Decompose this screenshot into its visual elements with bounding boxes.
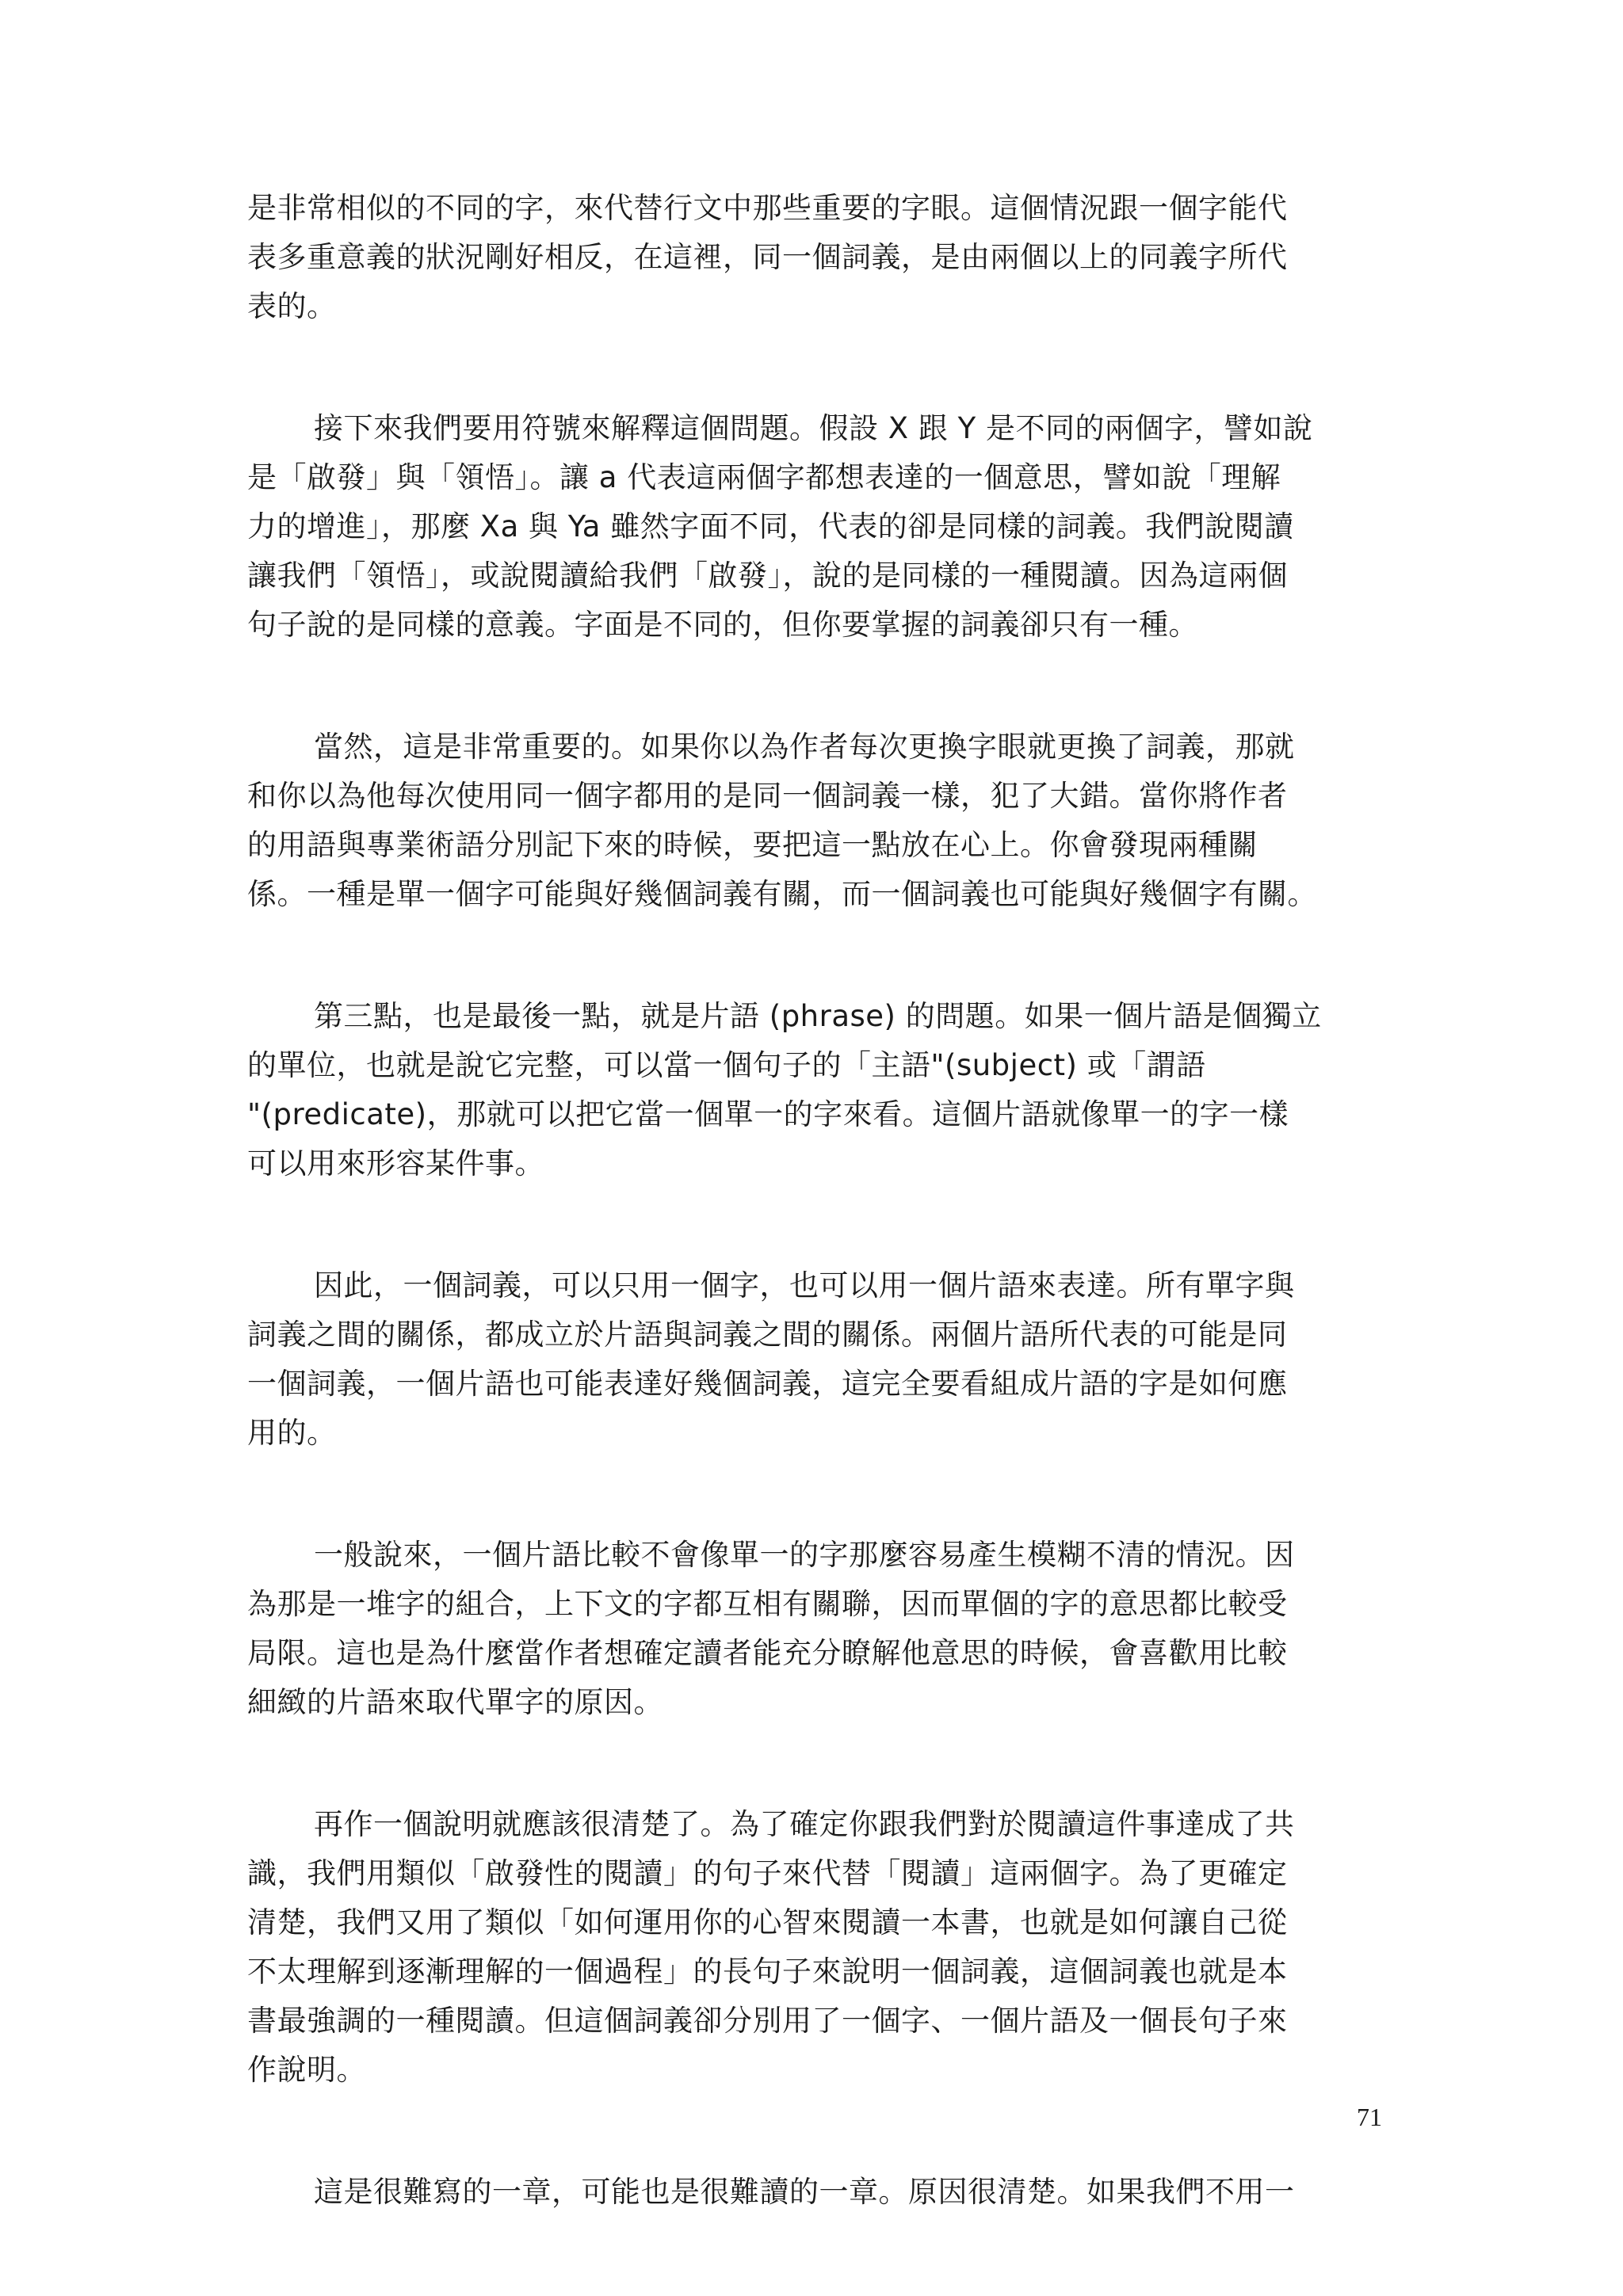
paragraph-line: 表多重意義的狀況剛好相反，在這裡，同一個詞義，是由兩個以上的同義字所代 — [247, 240, 1288, 274]
paragraph-line: 的單位，也就是說它完整，可以當一個句子的「主語"(subject) 或「謂語 — [247, 1048, 1206, 1082]
page-number: 71 — [1357, 2103, 1382, 2131]
paragraph-line: 清楚，我們又用了類似「如何運用你的心智來閱讀一本書，也就是如何讓自己從 — [247, 1905, 1288, 1939]
body-text — [247, 184, 1382, 2290]
paragraph-line: 的用語與專業術語分別記下來的時候，要把這一點放在心上。你會發現兩種關 — [247, 828, 1258, 862]
paragraph-line: 一個詞義，一個片語也可能表達好幾個詞義，這完全要看組成片語的字是如何應 — [247, 1367, 1288, 1401]
paragraph-line: 係。一種是單一個字可能與好幾個詞義有關，而一個詞義也可能與好幾個字有關。 — [247, 877, 1317, 911]
paragraph-line: 和你以為他每次使用同一個字都用的是同一個詞義一樣，犯了大錯。當你將作者 — [247, 779, 1288, 813]
paragraph-line: 再作一個說明就應該很清楚了。為了確定你跟我們對於閱讀這件事達成了共 — [314, 1807, 1295, 1841]
paragraph-line: 是「啟發」與「領悟」。讓 a 代表這兩個字都想表達的一個意思，譬如說「理解 — [247, 460, 1281, 494]
paragraph-4 — [247, 992, 1382, 1188]
paragraph-line: 識，我們用類似「啟發性的閱讀」的句子來代替「閱讀」這兩個字。為了更確定 — [247, 1856, 1288, 1890]
paragraph-line: 作說明。 — [247, 2053, 366, 2087]
paragraph-5 — [247, 1261, 1382, 1458]
paragraph-line: 局限。這也是為什麼當作者想確定讀者能充分瞭解他意思的時候，會喜歡用比較 — [247, 1636, 1288, 1670]
paragraph-line: 是非常相似的不同的字，來代替行文中那些重要的字眼。這個情況跟一個字能代 — [247, 191, 1288, 225]
paragraph-line: 為那是一堆字的組合，上下文的字都互相有關聯，因而單個的字的意思都比較受 — [247, 1587, 1288, 1621]
paragraph-line: 當然，這是非常重要的。如果你以為作者每次更換字眼就更換了詞義，那就 — [314, 730, 1295, 764]
paragraph-line: 可以用來形容某件事。 — [247, 1146, 544, 1180]
paragraph-2 — [247, 404, 1382, 650]
paragraph-line: 接下來我們要用符號來解釋這個問題。假設 X 跟 Y 是不同的兩個字，譬如說 — [314, 411, 1313, 445]
paragraph-8 — [247, 2168, 1382, 2217]
paragraph-line: "(predicate)，那就可以把它當一個單一的字來看。這個片語就像單一的字一樣 — [247, 1097, 1289, 1131]
paragraph-7 — [247, 1800, 1382, 2095]
paragraph-line: 書最強調的一種閱讀。但這個詞義卻分別用了一個字、一個片語及一個長句子來 — [247, 2004, 1288, 2038]
paragraph-line: 句子說的是同樣的意義。字面是不同的，但你要掌握的詞義卻只有一種。 — [247, 608, 1198, 642]
paragraph-line: 這是很難寫的一章，可能也是很難讀的一章。原因很清楚。如果我們不用一 — [314, 2175, 1295, 2209]
paragraph-line: 不太理解到逐漸理解的一個過程」的長句子來說明一個詞義，這個詞義也就是本 — [247, 1955, 1288, 1989]
paragraph-6 — [247, 1531, 1382, 1727]
paragraph-line: 第三點，也是最後一點，就是片語 (phrase) 的問題。如果一個片語是個獨立 — [314, 999, 1322, 1033]
paragraph-line: 表的。 — [247, 289, 337, 323]
paragraph-3 — [247, 723, 1382, 919]
paragraph-line: 詞義之間的關係，都成立於片語與詞義之間的關係。兩個片語所代表的可能是同 — [247, 1318, 1288, 1352]
paragraph-line: 因此，一個詞義，可以只用一個字，也可以用一個片語來表達。所有單字與 — [314, 1268, 1295, 1302]
paragraph-line: 用的。 — [247, 1416, 337, 1450]
paragraph-line: 讓我們「領悟」，或說閱讀給我們「啟發」，說的是同樣的一種閱讀。因為這兩個 — [247, 559, 1288, 593]
paragraph-1 — [247, 184, 1382, 331]
paragraph-line: 一般說來，一個片語比較不會像單一的字那麼容易產生模糊不清的情況。因 — [314, 1538, 1295, 1572]
paragraph-line: 力的增進」，那麼 Xa 與 Ya 雖然字面不同，代表的卻是同樣的詞義。我們說閱讀 — [247, 509, 1294, 543]
paragraph-line: 細緻的片語來取代單字的原因。 — [247, 1685, 663, 1719]
